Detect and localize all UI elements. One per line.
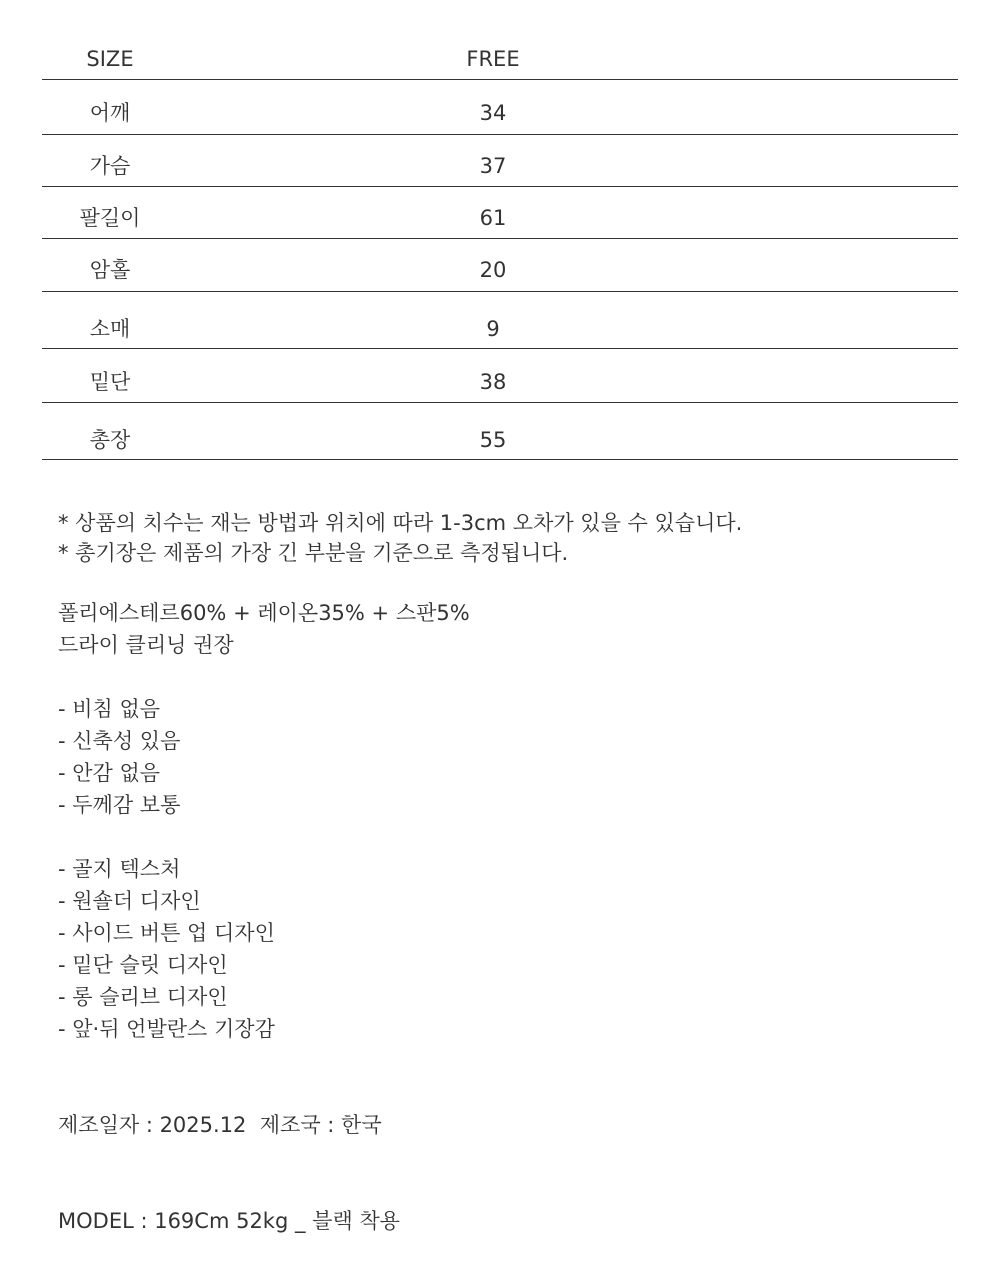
row-value: 38 [479,370,507,394]
note: * 총기장은 제품의 가장 긴 부분을 기준으로 측정됩니다. [58,541,569,565]
feature-item: - 골지 텍스처 [58,857,181,881]
feature-item: - 롱 슬리브 디자인 [58,985,228,1009]
size-table-header [42,0,958,80]
row-value: 37 [479,154,507,178]
row-label: 암홀 [89,258,131,282]
feature-item: - 두께감 보통 [58,793,181,817]
material-info [58,597,958,661]
feature-item: - 사이드 버튼 업 디자인 [58,921,275,945]
row-label: 밑단 [89,370,131,394]
header-free: FREE [466,47,520,71]
table-row [42,349,958,403]
header-size: SIZE [86,47,134,71]
row-label: 소매 [89,317,131,341]
measurement-notes [58,507,958,569]
table-row [42,403,958,460]
design-features [58,853,958,1045]
feature-item: - 앞·뒤 언발란스 기장감 [58,1017,275,1041]
row-label: 가슴 [89,154,131,178]
row-label: 팔길이 [79,206,141,230]
note: * 상품의 치수는 재는 방법과 위치에 따라 1-3cm 오차가 있을 수 있습니다. [58,511,743,535]
material-composition: 폴리에스테르60% + 레이온35% + 스판5% [58,601,470,625]
row-value: 34 [479,101,507,125]
row-label: 어깨 [89,101,131,125]
feature-item: - 비침 없음 [58,697,161,721]
table-row [42,187,958,239]
fabric-features [58,693,958,821]
model-info: MODEL : 169Cm 52kg _ 블랙 착용 [58,1209,400,1233]
row-label: 총장 [89,428,131,452]
size-table [42,0,958,460]
table-row [42,239,958,292]
feature-item: - 원숄더 디자인 [58,889,201,913]
row-value: 9 [486,317,500,341]
care-instruction: 드라이 클리닝 권장 [58,633,234,657]
feature-item: - 신축성 있음 [58,729,181,753]
row-value: 20 [479,258,507,282]
feature-item: - 안감 없음 [58,761,161,785]
row-value: 55 [479,428,507,452]
feature-item: - 밑단 슬릿 디자인 [58,953,228,977]
manufacture-info: 제조일자 : 2025.12 제조국 : 한국 [58,1113,382,1137]
table-row [42,80,958,135]
table-row [42,292,958,349]
row-value: 61 [479,206,507,230]
table-row [42,135,958,187]
